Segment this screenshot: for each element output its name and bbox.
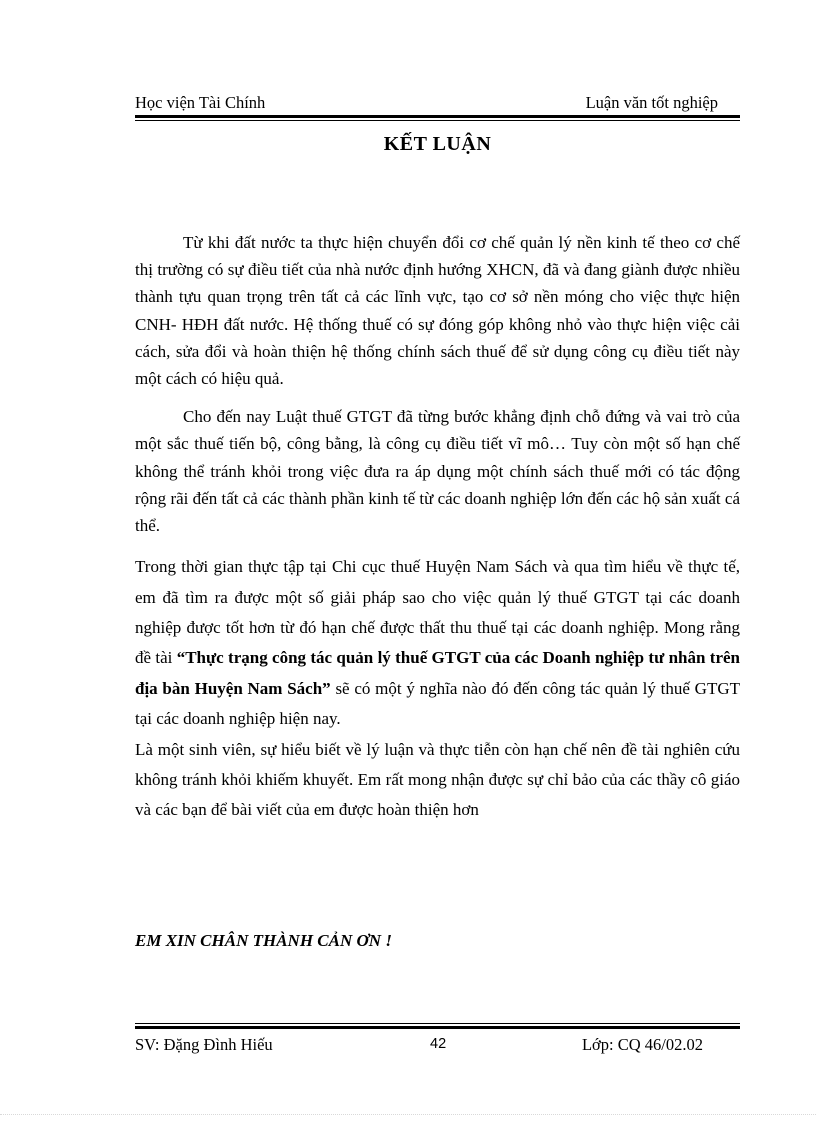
header-rule-thin bbox=[135, 120, 740, 121]
header-rule-thick bbox=[135, 115, 740, 118]
paragraph-3-text-before: Trong thời gian thực tập tại Chi cục thuế Huyện Nam Sách và qua tìm hiểu về thực tế, em đã tìm ra được một số giải pháp sao cho việc quản lý thuế GTGT tại các doanh nghiệp được tốt hơn từ đó hạn chế được thất thu thuế tại các doanh nghiệp. Mong rằng đề tài bbox=[135, 557, 740, 668]
page-edge-divider bbox=[0, 1114, 816, 1115]
paragraph-3 bbox=[135, 552, 740, 734]
paragraph-1: Từ khi đất nước ta thực hiện chuyển đổi cơ chế quản lý nền kinh tế theo cơ chế thị trường có sự điều tiết của nhà nước định hướng XHCN, đã và đang giành được nhiều thành tựu quan trọng trên tất cả các lĩnh vực, tạo cơ sở nền móng cho việc thực hiện CNH- HĐH đất nước. Hệ thống thuế có sự đóng góp không nhỏ vào thực hiện việc cải cách, sửa đổi và hoàn thiện hệ thống chính sách thuế để sử dụng công cụ điều tiết này một cách có hiệu quả. bbox=[135, 233, 740, 389]
closing-thanks: EM XIN CHÂN THÀNH CẢN ƠN ! bbox=[135, 931, 392, 950]
paragraph-4: Là một sinh viên, sự hiểu biết về lý luận và thực tiễn còn hạn chế nên đề tài nghiên cứu không tránh khỏi khiếm khuyết. Em rất mong nhận được sự chỉ bảo của các thầy cô giáo và các bạn để bài viết của em được hoàn thiện hơn bbox=[135, 739, 740, 820]
header-institution: Học viện Tài Chính bbox=[135, 93, 266, 112]
header-document-type: Luận văn tốt nghiệp bbox=[585, 93, 718, 112]
paragraph-3-text-after: sẽ có một ý nghĩa nào đó đến công tác quản lý thuế GTGT tại các doanh nghiệp hiện nay. bbox=[135, 678, 740, 729]
page-header bbox=[135, 93, 740, 113]
page-title: KẾT LUẬN bbox=[383, 133, 492, 155]
footer-student: SV: Đặng Đình Hiếu bbox=[135, 1035, 273, 1054]
body-text bbox=[135, 229, 740, 826]
paragraph-2: Cho đến nay Luật thuế GTGT đã từng bước khẳng định chỗ đứng và vai trò của một sắc thuế tiến bộ, công bằng, là công cụ điều tiết vĩ mô… Tuy còn một số hạn chế không thể tránh khỏi trong việc đưa ra áp dụng một chính sách thuế mới có tác động rộng rãi đến tất cả các thành phần kinh tế từ các doanh nghiệp lớn đến các hộ sản xuất cá thể. bbox=[135, 407, 740, 536]
footer-rule-thin bbox=[135, 1023, 740, 1024]
page-number: 42 bbox=[430, 1036, 447, 1052]
footer-class: Lớp: CQ 46/02.02 bbox=[581, 1035, 703, 1054]
footer-rule-thick bbox=[135, 1026, 740, 1029]
thesis-topic-title: “Thực trạng công tác quản lý thuế GTGT của các Doanh nghiệp tư nhân trên địa bàn Huyện Nam Sách” bbox=[135, 648, 740, 698]
page-footer bbox=[135, 1035, 740, 1055]
